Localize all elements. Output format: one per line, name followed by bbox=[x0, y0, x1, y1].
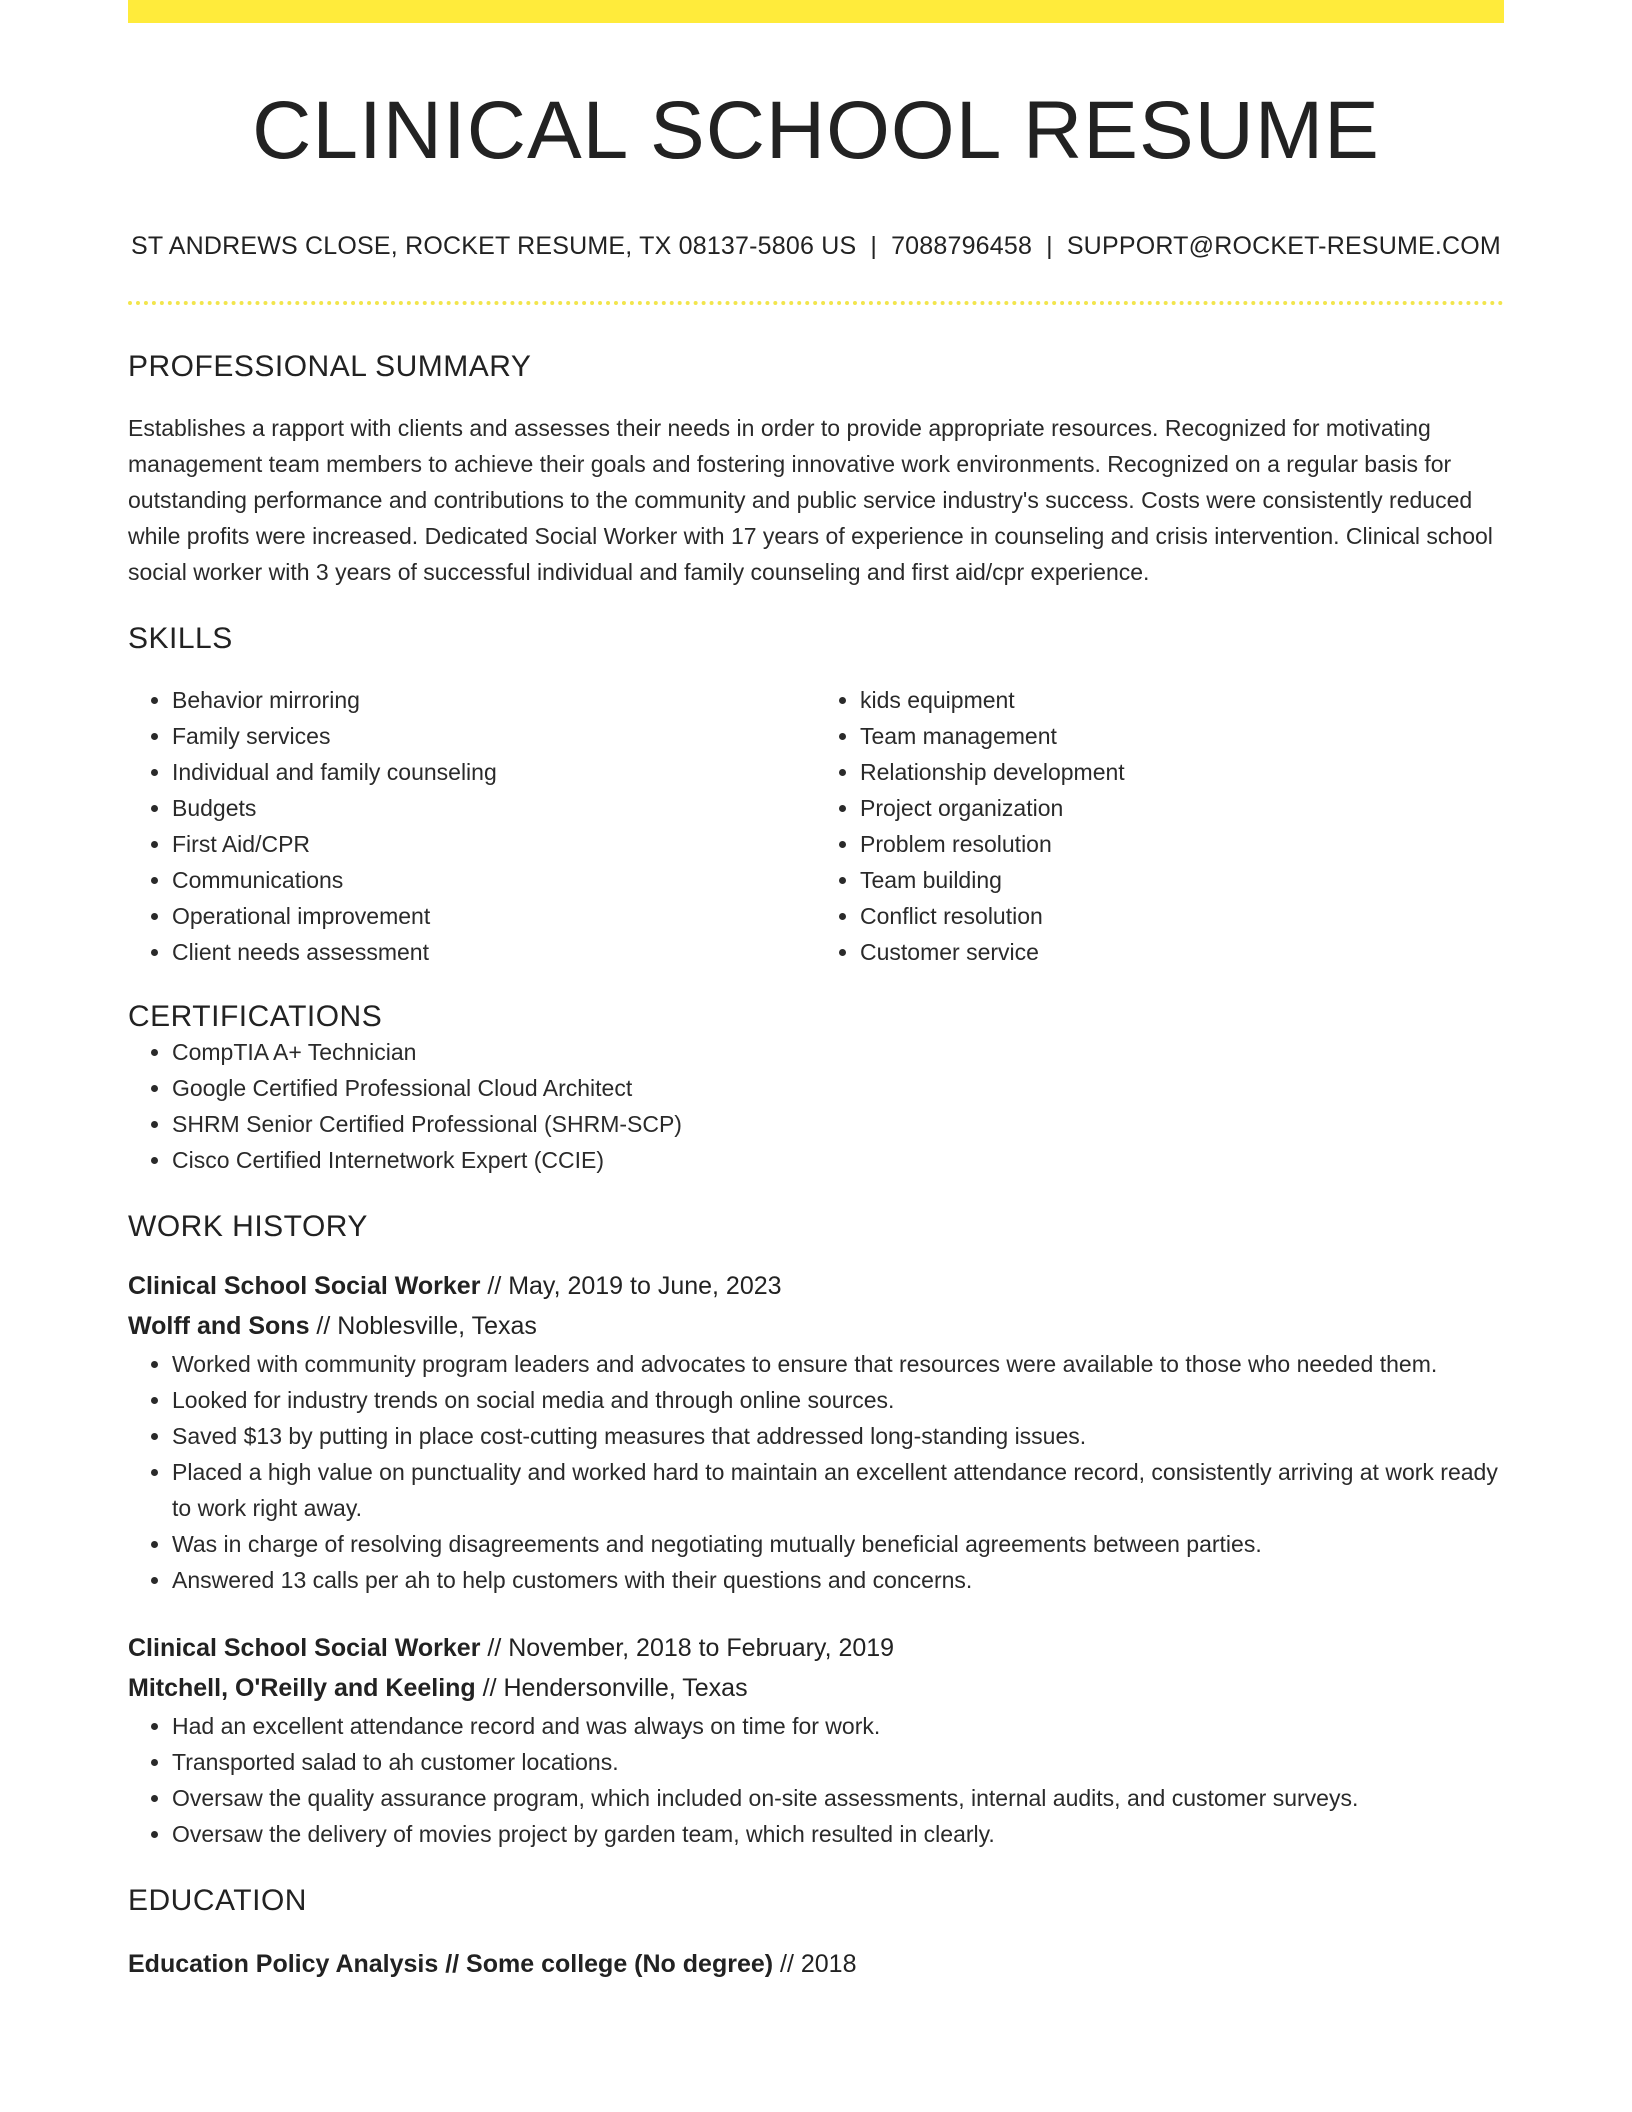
job-location: // Hendersonville, Texas bbox=[475, 1674, 748, 1703]
job-duty: • Oversaw the delivery of movies project by garden team, which resulted in clearly. bbox=[172, 1816, 1504, 1852]
certification-item: • Google Certified Professional Cloud Architect bbox=[172, 1070, 1504, 1106]
skills-heading: SKILLS bbox=[128, 622, 233, 656]
skill-item: • Problem resolution bbox=[860, 826, 1504, 862]
email: SUPPORT@ROCKET-RESUME.COM bbox=[1066, 232, 1501, 261]
resume-page bbox=[128, 0, 1504, 1984]
job-company: Mitchell, O'Reilly and Keeling bbox=[128, 1674, 476, 1703]
skill-item: • First Aid/CPR bbox=[172, 826, 816, 862]
skill-item: • Individual and family counseling bbox=[172, 754, 816, 790]
skill-item: • Operational improvement bbox=[172, 898, 816, 934]
job-duty: • Saved $13 by putting in place cost-cutting measures that addressed long-standing issues. bbox=[172, 1418, 1504, 1454]
education-line bbox=[128, 1944, 1504, 1984]
job-title: Clinical School Social Worker bbox=[128, 1634, 481, 1663]
job-duty: • Looked for industry trends on social media and through online sources. bbox=[172, 1382, 1504, 1418]
job-duty: • Transported salad to ah customer locations. bbox=[172, 1744, 1504, 1780]
job-company-line bbox=[128, 1668, 1504, 1708]
job-dates: // May, 2019 to June, 2023 bbox=[480, 1272, 782, 1301]
job-entry bbox=[128, 1266, 1504, 1598]
resume-title: CLINICAL SCHOOL RESUME bbox=[252, 85, 1380, 176]
job-duty: • Oversaw the quality assurance program, which included on-site assessments, internal audits, and customer surveys. bbox=[172, 1780, 1504, 1816]
education-heading: EDUCATION bbox=[128, 1884, 307, 1918]
contact-separator: | bbox=[870, 232, 878, 261]
skill-item: • Project organization bbox=[860, 790, 1504, 826]
job-title-line bbox=[128, 1266, 1504, 1306]
address: ST ANDREWS CLOSE, ROCKET RESUME, TX 08137-5806 US bbox=[131, 232, 857, 261]
job-duty: • Was in charge of resolving disagreements and negotiating mutually beneficial agreements between parties. bbox=[172, 1526, 1504, 1562]
certification-item: • CompTIA A+ Technician bbox=[172, 1034, 1504, 1070]
job-duties-list bbox=[128, 1346, 1504, 1598]
accent-bar bbox=[128, 0, 1504, 23]
job-duty: • Worked with community program leaders and advocates to ensure that resources were available to those who needed them. bbox=[172, 1346, 1504, 1382]
contact-line bbox=[128, 232, 1504, 261]
skill-item: • Behavior mirroring bbox=[172, 682, 816, 718]
skill-item: • kids equipment bbox=[860, 682, 1504, 718]
skills-right-list bbox=[816, 682, 1504, 970]
skill-item: • Budgets bbox=[172, 790, 816, 826]
job-title: Clinical School Social Worker bbox=[128, 1272, 481, 1301]
skill-item: • Communications bbox=[172, 862, 816, 898]
job-duty: • Answered 13 calls per ah to help customers with their questions and concerns. bbox=[172, 1562, 1504, 1598]
job-company: Wolff and Sons bbox=[128, 1312, 310, 1341]
education-degree: Education Policy Analysis // Some college (No degree) bbox=[128, 1950, 774, 1979]
job-duties-list bbox=[128, 1708, 1504, 1852]
job-company-line bbox=[128, 1306, 1504, 1346]
skill-item: • Team management bbox=[860, 718, 1504, 754]
job-entry bbox=[128, 1628, 1504, 1852]
skill-item: • Team building bbox=[860, 862, 1504, 898]
skill-item: • Customer service bbox=[860, 934, 1504, 970]
certification-item: • Cisco Certified Internetwork Expert (CCIE) bbox=[172, 1142, 1504, 1178]
summary-text: Establishes a rapport with clients and assesses their needs in order to provide appropriate resources. Recognized for motivating management team members to achieve their goals and fostering innovative work environments. Recognized on a regular basis for outstanding performance and contributions to the community and public service industry's success. Costs were consistently reduced while profits were increased. Dedicated Social Worker with 17 years of experience in counseling and crisis intervention. Clinical school social worker with 3 years of successful individual and family counseling and first aid/cpr experience. bbox=[128, 415, 1493, 586]
certifications-list bbox=[128, 1034, 1504, 1178]
skill-item: • Conflict resolution bbox=[860, 898, 1504, 934]
work-history-heading: WORK HISTORY bbox=[128, 1210, 368, 1244]
job-title-line bbox=[128, 1628, 1504, 1668]
job-location: // Noblesville, Texas bbox=[309, 1312, 537, 1341]
skills-left-list bbox=[128, 682, 816, 970]
contact-separator: | bbox=[1046, 232, 1053, 261]
certification-item: • SHRM Senior Certified Professional (SHRM-SCP) bbox=[172, 1106, 1504, 1142]
education-year: // 2018 bbox=[773, 1950, 857, 1979]
phone: 7088796458 bbox=[891, 232, 1033, 261]
summary-heading: PROFESSIONAL SUMMARY bbox=[128, 350, 532, 384]
job-duty: • Had an excellent attendance record and was always on time for work. bbox=[172, 1708, 1504, 1744]
skill-item: • Client needs assessment bbox=[172, 934, 816, 970]
job-duty: • Placed a high value on punctuality and worked hard to maintain an excellent attendance record, consistently arriving at work ready to work right away. bbox=[172, 1454, 1504, 1526]
skill-item: • Relationship development bbox=[860, 754, 1504, 790]
skill-item: • Family services bbox=[172, 718, 816, 754]
job-dates: // November, 2018 to February, 2019 bbox=[480, 1634, 895, 1663]
skills-columns bbox=[128, 682, 1504, 970]
certifications-heading: CERTIFICATIONS bbox=[128, 1000, 383, 1034]
dotted-divider bbox=[128, 301, 1504, 305]
